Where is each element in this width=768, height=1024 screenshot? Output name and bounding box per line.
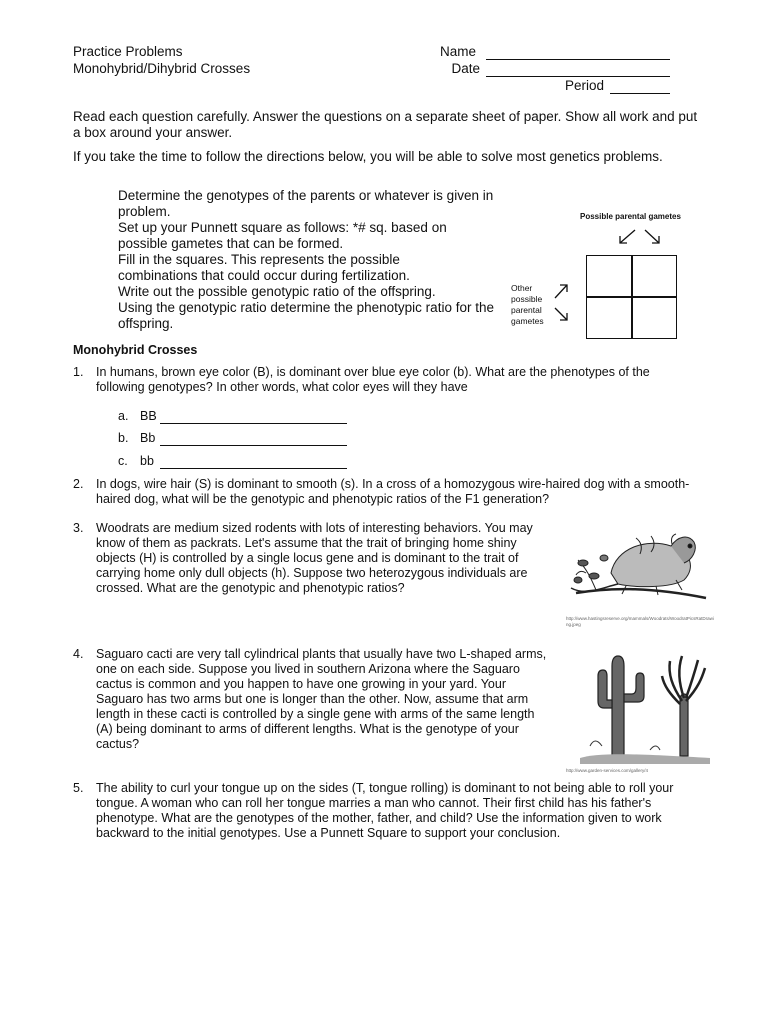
- title-line-1: Practice Problems: [73, 44, 183, 59]
- date-row: [440, 60, 670, 77]
- question-number: 5.: [73, 781, 84, 795]
- period-label: Period: [564, 78, 604, 93]
- saguaro-cactus-illustration: [580, 646, 710, 764]
- question-text: The ability to curl your tongue up on the sides (T, tongue rolling) is dominant to not being able to roll your tongue. A woman who can roll her tongue marries a man who cannot. Their first child has his father's phenotype. What are the genotypes of the mother, father, and child? Use the information given to work backward to the initial genotypes. Use a Punnett Square to support your conclusion.: [96, 781, 674, 840]
- step-item: Write out the possible genotypic ratio of the offspring.: [118, 284, 436, 299]
- woodrat-image-credit: http://www.hastingsreserve.org/mammals/Woodrats/WoodratPicsRatDrawing.jpeg: [566, 616, 714, 627]
- name-label: Name: [440, 44, 477, 59]
- question-text: Saguaro cacti are very tall cylindrical plants that usually have two L-shaped arms, one on each side. Suppose you lived in southern Arizona where the Saguaro cactus is common and you happen to have one growing in your yard. Your Saguaro has two arms but one is longer than the other. Now, assume that arm length in these cacti is controlled by a single gene with arms of the same length (A) being dominant to arms of different lengths. What is the genotype of your cactus?: [96, 647, 547, 751]
- worksheet-title: [73, 43, 250, 77]
- genotype-label: BB: [140, 409, 157, 423]
- punnett-square-diagram: [505, 205, 685, 335]
- step-item: Determine the genotypes of the parents or whatever is given in problem.: [118, 188, 494, 219]
- student-info: [440, 43, 670, 94]
- sub-letter: c.: [118, 454, 128, 468]
- title-line-2: Monohybrid/Dihybrid Crosses: [73, 61, 251, 76]
- question-1: [73, 365, 703, 397]
- name-blank: [486, 46, 670, 60]
- question-4: [73, 647, 553, 757]
- arrow-down-right-icon: [645, 230, 659, 243]
- answer-blank: [160, 456, 347, 469]
- question-number: 2.: [73, 477, 84, 491]
- step-item: Using the genotypic ratio determine the phenotypic ratio for the offspring.: [118, 300, 494, 331]
- punnett-grid: [586, 255, 677, 339]
- answer-blank: [160, 433, 347, 446]
- arrow-down-right-icon: [555, 308, 567, 320]
- answer-line-a: [118, 409, 347, 424]
- sub-letter: a.: [118, 409, 129, 423]
- period-row: [440, 77, 670, 94]
- step-item: Set up your Punnett square as follows: *# sq. based on possible gametes that can be formed.: [118, 220, 447, 251]
- answer-line-b: [118, 431, 347, 446]
- other-gametes-label: Other possible parental gametes: [511, 283, 544, 326]
- date-label: Date: [451, 61, 480, 76]
- question-text: In humans, brown eye color (B), is dominant over blue eye color (b). What are the phenotypes of the following genotypes? In other words, what color eyes will they have: [96, 365, 650, 394]
- genotype-label: Bb: [140, 431, 156, 445]
- woodrat-illustration: [566, 518, 716, 610]
- question-number: 1.: [73, 365, 84, 379]
- instructions-paragraph: Read each question carefully. Answer the questions on a separate sheet of paper. Show all work and put a box around your answer.: [73, 109, 698, 140]
- genotype-label: bb: [140, 454, 154, 468]
- cactus-image-credit: http://www.garden-services.com/gallery/4: [566, 768, 649, 773]
- arrow-down-left-icon: [620, 230, 635, 243]
- answer-line-c: [118, 454, 347, 469]
- name-row: [440, 43, 670, 60]
- step-item: Fill in the squares. This represents the possible combinations that could occur during fertilization.: [118, 252, 410, 283]
- arrow-up-right-icon: [555, 285, 567, 298]
- question-text: Woodrats are medium sized rodents with lots of interesting behaviors. You may know of them as packrats. Let's assume that the trait of bringing home shiny objects (H) is controlled by a single locus gene and is dominant to the trait of carrying home only dull objects (h). Suppose two heterozygous individuals are crossed. What are the genotypic and phenotypic ratios?: [96, 521, 533, 595]
- period-blank: [610, 80, 670, 94]
- possible-gametes-label: Possible parental gametes: [580, 212, 681, 221]
- question-text: In dogs, wire hair (S) is dominant to smooth (s). In a cross of a homozygous wire-haired dog with a smooth-haired dog, what will be the genotypic and phenotypic ratios of the F1 generation?: [96, 477, 690, 506]
- question-2: [73, 477, 703, 509]
- question-3: [73, 521, 553, 616]
- date-blank: [486, 63, 670, 77]
- directions-paragraph: If you take the time to follow the directions below, you will be able to solve most genetics problems.: [73, 149, 663, 164]
- section-title: Monohybrid Crosses: [73, 343, 198, 357]
- question-number: 3.: [73, 521, 84, 535]
- steps-list: [118, 188, 498, 332]
- answer-blank: [160, 411, 347, 424]
- question-number: 4.: [73, 647, 84, 661]
- sub-letter: b.: [118, 431, 129, 445]
- question-5: [73, 781, 703, 843]
